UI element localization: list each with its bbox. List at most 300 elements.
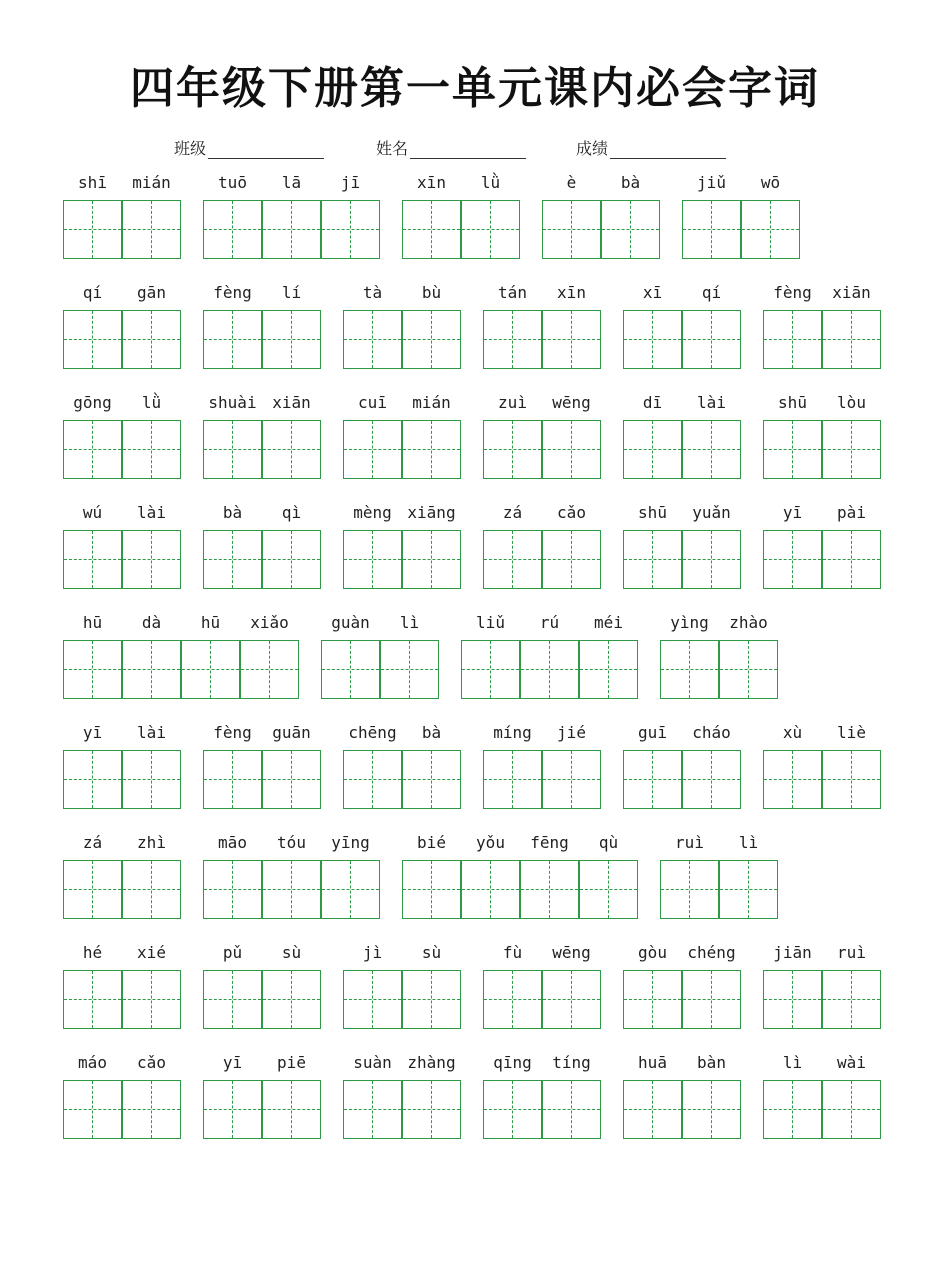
pinyin-label: fù [502,943,523,962]
writing-box[interactable] [623,420,682,479]
guide-line-vertical [151,311,152,368]
pinyin-label: jiān [773,943,812,962]
guide-line-vertical [151,421,152,478]
guide-line-vertical [372,1081,373,1138]
pinyin-label: bà [620,173,641,192]
writing-box[interactable] [203,530,262,589]
guide-line-vertical [232,531,233,588]
writing-box[interactable] [63,310,122,369]
pinyin-label: shuài [208,393,257,412]
guide-line-vertical [608,641,609,698]
pinyin-label: gōng [73,393,112,412]
writing-box[interactable] [822,530,881,589]
writing-box[interactable] [660,860,719,919]
writing-box[interactable] [321,200,380,259]
writing-box[interactable] [181,640,240,699]
writing-box[interactable] [763,970,822,1029]
pinyin-label: shī [78,173,107,192]
writing-box[interactable] [402,420,461,479]
writing-box[interactable] [822,310,881,369]
guide-line-vertical [151,971,152,1028]
score-field[interactable] [576,136,726,159]
guide-line-vertical [851,971,852,1028]
writing-box[interactable] [262,200,321,259]
writing-box[interactable] [122,310,181,369]
writing-box[interactable] [122,200,181,259]
word-group [203,723,321,823]
guide-line-vertical [711,1081,712,1138]
writing-box[interactable] [520,860,579,919]
writing-box[interactable] [682,970,741,1029]
pinyin-label: wō [760,173,781,192]
pinyin-label: lài [137,723,166,742]
pinyin-label: gān [137,283,166,302]
name-label: 姓名 [376,139,409,158]
word-group [402,833,638,933]
writing-box[interactable] [763,750,822,809]
guide-line-vertical [851,311,852,368]
guide-line-vertical [291,201,292,258]
writing-box[interactable] [682,530,741,589]
pinyin-label: fèng [213,283,252,302]
score-blank[interactable] [610,140,726,159]
writing-box[interactable] [63,200,122,259]
word-group [542,173,660,273]
pinyin-label: zhàng [407,1053,456,1072]
writing-box[interactable] [483,420,542,479]
pinyin-label: bà [421,723,442,742]
pinyin-label: tán [498,283,527,302]
guide-line-vertical [151,201,152,258]
word-group [623,393,741,493]
guide-line-vertical [151,1081,152,1138]
guide-line-vertical [512,971,513,1028]
pinyin-label: lǜ [141,393,162,412]
pinyin-label: tà [362,283,383,302]
writing-box[interactable] [822,750,881,809]
word-group [660,613,778,713]
guide-line-vertical [92,641,93,698]
writing-box[interactable] [623,1080,682,1139]
word-group [63,943,181,1043]
pinyin-label: bàn [697,1053,726,1072]
guide-line-vertical [232,751,233,808]
writing-box[interactable] [203,750,262,809]
writing-box[interactable] [719,640,778,699]
writing-box[interactable] [601,200,660,259]
pinyin-label: gòu [638,943,667,962]
word-group [623,723,741,823]
writing-box[interactable] [262,530,321,589]
pinyin-label: ruì [675,833,704,852]
writing-box[interactable] [623,970,682,1029]
student-info-line [174,136,794,160]
guide-line-vertical [291,751,292,808]
pinyin-label: yī [782,503,803,522]
pinyin-label: yī [82,723,103,742]
word-row [0,943,950,1043]
guide-line-vertical [630,201,631,258]
writing-box[interactable] [542,970,601,1029]
pinyin-label: dà [141,613,162,632]
pinyin-label: ruì [837,943,866,962]
pinyin-label: lā [281,173,302,192]
guide-line-vertical [291,1081,292,1138]
word-group [343,723,461,823]
writing-box[interactable] [343,970,402,1029]
writing-box[interactable] [203,310,262,369]
guide-line-vertical [92,201,93,258]
pinyin-label: yuǎn [692,503,731,522]
pinyin-label: xiāng [407,503,456,522]
guide-line-vertical [372,971,373,1028]
word-group [483,723,601,823]
guide-line-vertical [291,861,292,918]
word-group [623,1053,741,1153]
pinyin-label: pài [837,503,866,522]
guide-line-vertical [232,1081,233,1138]
guide-line-vertical [512,751,513,808]
writing-box[interactable] [203,970,262,1029]
pinyin-label: hū [82,613,103,632]
writing-box[interactable] [122,970,181,1029]
pinyin-label: guàn [331,613,370,632]
writing-box[interactable] [623,310,682,369]
writing-box[interactable] [763,310,822,369]
guide-line-vertical [232,861,233,918]
pinyin-label: xiān [272,393,311,412]
guide-line-vertical [490,201,491,258]
pinyin-label: jié [557,723,586,742]
word-row [0,613,950,713]
writing-box[interactable] [343,310,402,369]
writing-box[interactable] [483,750,542,809]
pinyin-label: tíng [552,1053,591,1072]
writing-box[interactable] [321,860,380,919]
writing-box[interactable] [763,1080,822,1139]
guide-line-vertical [431,311,432,368]
writing-box[interactable] [402,310,461,369]
writing-box[interactable] [240,640,299,699]
guide-line-vertical [571,311,572,368]
writing-box[interactable] [623,530,682,589]
guide-line-vertical [711,311,712,368]
pinyin-label: sù [281,943,302,962]
writing-box[interactable] [682,750,741,809]
guide-line-vertical [431,1081,432,1138]
pinyin-label: xié [137,943,166,962]
guide-line-vertical [851,751,852,808]
pinyin-label: xīn [557,283,586,302]
word-group [623,503,741,603]
guide-line-vertical [269,641,270,698]
writing-box[interactable] [122,640,181,699]
writing-box[interactable] [822,970,881,1029]
writing-box[interactable] [461,860,520,919]
writing-box[interactable] [203,860,262,919]
pinyin-label: yǒu [476,833,505,852]
guide-line-vertical [711,201,712,258]
pinyin-label: cháo [692,723,731,742]
guide-line-vertical [571,1081,572,1138]
guide-line-vertical [652,971,653,1028]
writing-box[interactable] [542,310,601,369]
guide-line-vertical [291,421,292,478]
writing-box[interactable] [763,530,822,589]
guide-line-vertical [490,861,491,918]
writing-box[interactable] [483,310,542,369]
guide-line-vertical [92,861,93,918]
word-group [343,1053,461,1153]
guide-line-vertical [792,311,793,368]
writing-box[interactable] [122,860,181,919]
guide-line-vertical [792,751,793,808]
writing-box[interactable] [203,1080,262,1139]
pinyin-label: lǜ [480,173,501,192]
word-group [763,503,881,603]
guide-line-vertical [291,971,292,1028]
pinyin-label: wú [82,503,103,522]
pinyin-label: xiān [832,283,871,302]
word-group [763,943,881,1043]
writing-box[interactable] [483,970,542,1029]
writing-box[interactable] [63,750,122,809]
writing-box[interactable] [542,750,601,809]
pinyin-label: lí [281,283,302,302]
pinyin-label: tóu [277,833,306,852]
score-label: 成绩 [576,139,609,158]
writing-box[interactable] [63,640,122,699]
pinyin-label: shū [778,393,807,412]
word-group [483,1053,601,1153]
writing-box[interactable] [822,420,881,479]
pinyin-label: mián [412,393,451,412]
guide-line-vertical [232,201,233,258]
writing-box[interactable] [262,970,321,1029]
pinyin-label: máo [78,1053,107,1072]
writing-box[interactable] [203,420,262,479]
guide-line-vertical [431,861,432,918]
writing-box[interactable] [402,200,461,259]
page-title: 四年级下册第一单元课内必会字词 [130,63,820,114]
guide-line-vertical [431,751,432,808]
pinyin-label: sù [421,943,442,962]
writing-box[interactable] [402,530,461,589]
writing-box[interactable] [461,640,520,699]
pinyin-label: lòu [837,393,866,412]
word-row [0,173,950,273]
guide-line-vertical [711,421,712,478]
writing-box[interactable] [542,420,601,479]
guide-line-vertical [711,531,712,588]
pinyin-label: liǔ [476,613,505,632]
pinyin-label: míng [493,723,532,742]
writing-box[interactable] [343,750,402,809]
word-group [63,1053,181,1153]
pinyin-label: zá [82,833,103,852]
writing-box[interactable] [579,860,638,919]
writing-box[interactable] [542,200,601,259]
class-blank[interactable] [208,140,324,159]
word-group [63,393,181,493]
pinyin-label: wēng [552,943,591,962]
writing-box[interactable] [63,860,122,919]
writing-box[interactable] [542,1080,601,1139]
writing-box[interactable] [483,1080,542,1139]
guide-line-vertical [512,1081,513,1138]
word-row [0,1053,950,1153]
guide-line-vertical [770,201,771,258]
pinyin-label: mián [132,173,171,192]
writing-box[interactable] [262,860,321,919]
pinyin-label: cǎo [137,1053,166,1072]
guide-line-vertical [608,861,609,918]
pinyin-label: jī [340,173,361,192]
word-group [63,613,299,713]
guide-line-vertical [232,311,233,368]
writing-box[interactable] [623,750,682,809]
guide-line-vertical [151,531,152,588]
guide-line-vertical [512,531,513,588]
writing-box[interactable] [343,530,402,589]
writing-box[interactable] [719,860,778,919]
guide-line-vertical [652,1081,653,1138]
pinyin-label: cuī [358,393,387,412]
writing-box[interactable] [63,970,122,1029]
writing-box[interactable] [763,420,822,479]
guide-line-vertical [689,641,690,698]
pinyin-label: shū [638,503,667,522]
word-group [623,943,741,1043]
name-field[interactable] [376,136,526,159]
pinyin-label: rú [539,613,560,632]
word-group [402,173,520,273]
pinyin-label: bù [421,283,442,302]
guide-line-vertical [571,421,572,478]
writing-box[interactable] [660,640,719,699]
word-group [203,833,380,933]
pinyin-label: zhì [137,833,166,852]
guide-line-vertical [372,531,373,588]
writing-box[interactable] [262,310,321,369]
writing-box[interactable] [380,640,439,699]
word-group [763,393,881,493]
pinyin-label: zuì [498,393,527,412]
writing-box[interactable] [483,530,542,589]
writing-box[interactable] [343,420,402,479]
pinyin-label: fēng [530,833,569,852]
pinyin-label: fèng [773,283,812,302]
writing-box[interactable] [203,200,262,259]
word-group [63,173,181,273]
guide-line-vertical [490,641,491,698]
writing-box[interactable] [682,420,741,479]
pinyin-label: yī [222,1053,243,1072]
writing-box[interactable] [682,1080,741,1139]
writing-box[interactable] [579,640,638,699]
guide-line-vertical [748,861,749,918]
pinyin-label: yīng [331,833,370,852]
writing-box[interactable] [122,750,181,809]
pinyin-label: māo [218,833,247,852]
word-group [763,723,881,823]
writing-box[interactable] [63,1080,122,1139]
word-group [483,943,601,1043]
writing-box[interactable] [822,1080,881,1139]
pinyin-label: bà [222,503,243,522]
guide-line-vertical [652,311,653,368]
pinyin-label: yìng [670,613,709,632]
guide-line-vertical [571,531,572,588]
writing-box[interactable] [262,420,321,479]
writing-box[interactable] [402,860,461,919]
writing-box[interactable] [741,200,800,259]
guide-line-vertical [291,531,292,588]
word-row [0,833,950,933]
guide-line-vertical [652,531,653,588]
word-group [660,833,778,933]
pinyin-label: qì [281,503,302,522]
name-blank[interactable] [410,140,526,159]
writing-box[interactable] [542,530,601,589]
guide-line-vertical [652,421,653,478]
writing-box[interactable] [122,420,181,479]
pinyin-label: lài [697,393,726,412]
word-group [203,283,321,383]
word-group [343,393,461,493]
pinyin-label: xī [642,283,663,302]
writing-box[interactable] [262,1080,321,1139]
guide-line-vertical [409,641,410,698]
writing-box[interactable] [122,530,181,589]
guide-line-vertical [350,201,351,258]
writing-box[interactable] [682,200,741,259]
pinyin-label: bié [417,833,446,852]
writing-box[interactable] [520,640,579,699]
guide-line-vertical [210,641,211,698]
writing-box[interactable] [63,420,122,479]
guide-line-vertical [571,971,572,1028]
writing-box[interactable] [343,1080,402,1139]
class-field[interactable] [174,136,324,159]
guide-line-vertical [549,641,550,698]
guide-line-vertical [431,531,432,588]
writing-box[interactable] [122,1080,181,1139]
guide-line-vertical [851,1081,852,1138]
writing-box[interactable] [402,970,461,1029]
guide-line-vertical [571,201,572,258]
word-group [461,613,638,713]
pinyin-label: guān [272,723,311,742]
pinyin-label: è [566,173,577,192]
writing-box[interactable] [461,200,520,259]
pinyin-label: jiǔ [697,173,726,192]
guide-line-vertical [431,421,432,478]
word-row [0,503,950,603]
pinyin-label: méi [594,613,623,632]
word-group [321,613,439,713]
writing-box[interactable] [63,530,122,589]
writing-box[interactable] [682,310,741,369]
writing-box[interactable] [321,640,380,699]
pinyin-label: zhào [729,613,768,632]
writing-box[interactable] [262,750,321,809]
writing-box[interactable] [402,750,461,809]
guide-line-vertical [431,971,432,1028]
pinyin-label: guī [638,723,667,742]
writing-box[interactable] [402,1080,461,1139]
word-row [0,283,950,383]
